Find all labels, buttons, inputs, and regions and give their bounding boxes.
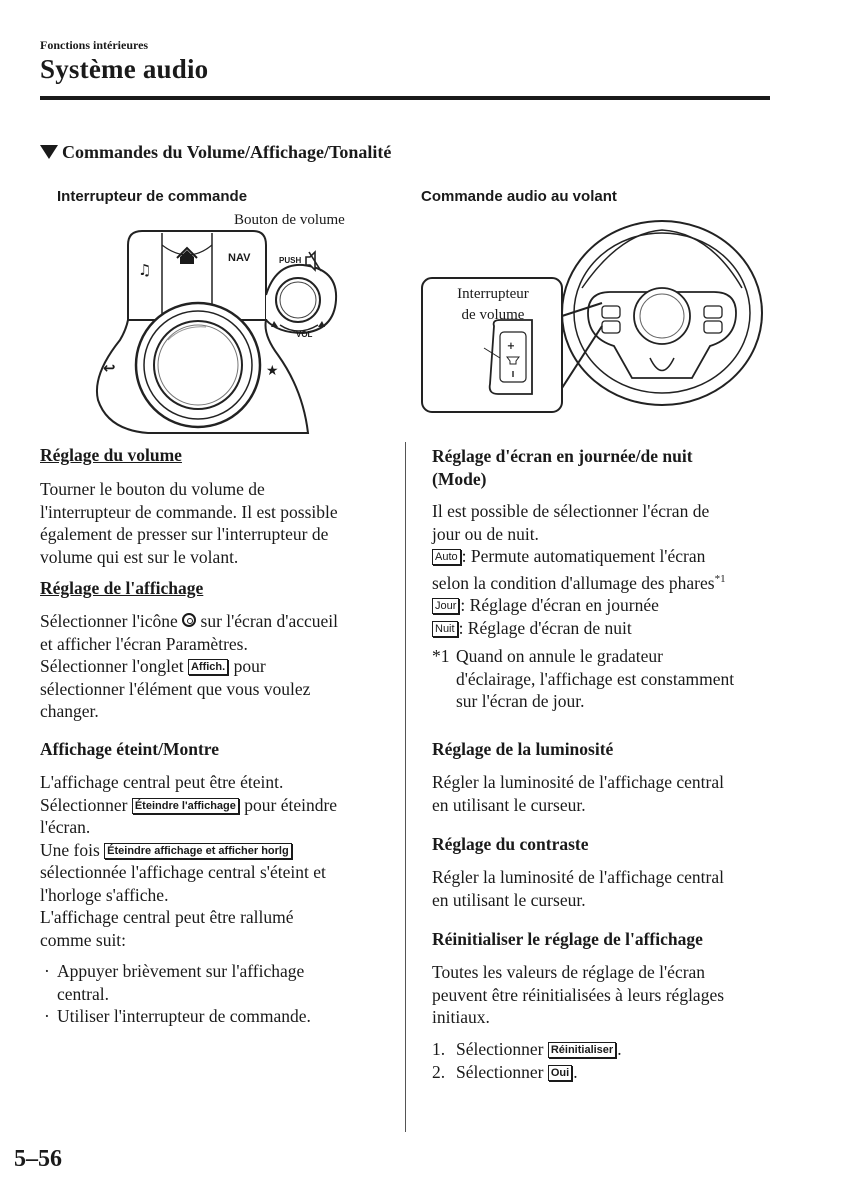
column-divider <box>405 442 406 1132</box>
softkey-reset: Réinitialiser <box>548 1042 616 1058</box>
heading-day-night: Réglage d'écran en journée/de nuit (Mode) <box>432 446 693 489</box>
heading-volume: Réglage du volume <box>40 445 182 465</box>
display-off-paragraph: L'affichage central peut être éteint. Sélectionner Éteindre l'affichage pour éteindre l'écran. Une fois Éteindre affichage et afficher horlg sélectionnée l'affichage central s'éteint et l'horloge s'affiche. L'affichage central peut être rallumé comme suit: <box>40 772 338 950</box>
softkey-oui: Oui <box>548 1065 572 1081</box>
softkey-affich: Affich. <box>188 659 228 675</box>
softkey-nuit: Nuit <box>432 621 458 637</box>
softkey-display-off: Éteindre l'affichage <box>132 798 239 814</box>
softkey-display-off-clock: Éteindre affichage et afficher horlg <box>104 843 292 859</box>
display-paragraph: Sélectionner l'icône sur l'écran d'accueil et afficher l'écran Paramètres. Sélectionner l'onglet Affich. pour sélectionner l'élément que vous voulez changer. <box>40 611 338 721</box>
list-item: 1. Sélectionner Réinitialiser . <box>432 1039 622 1059</box>
svg-text:★: ★ <box>266 363 279 379</box>
svg-text:♫: ♫ <box>138 261 152 279</box>
svg-text:↩: ↩ <box>103 359 116 377</box>
sub-heading: Commandes du Volume/Affichage/Tonalité <box>40 142 391 163</box>
heading-brightness: Réglage de la luminosité <box>432 739 614 759</box>
day-night-paragraph: Il est possible de sélectionner l'écran de jour ou de nuit. Auto : Permute automatiquement l'écran selon la condition d'allumage des phares$^{*1}$ Jour : Réglage d'écran en journée Nuit : Réglage d'écran de nuit <box>432 501 726 638</box>
vol-label: VOL <box>296 330 313 339</box>
heading-contrast: Réglage du contraste <box>432 834 589 854</box>
brightness-paragraph: Régler la luminosité de l'affichage central en utilisant le curseur. <box>432 772 724 815</box>
footnote: *1 Quand on annule le gradateur d'éclairage, l'affichage est constamment sur l'écran de jour. <box>432 646 735 711</box>
figure-caption-commander: Interrupteur de commande <box>57 188 248 205</box>
reset-steps <box>432 1038 812 1083</box>
reset-paragraph: Toutes les valeurs de réglage de l'écran peuvent être réinitialisées à leurs réglages initiaux. <box>432 962 725 1027</box>
page-title: Système audio <box>40 54 209 84</box>
section-label: Fonctions intérieures <box>40 38 149 52</box>
figure-caption-steering: Commande audio au volant <box>421 188 617 205</box>
triangle-down-icon <box>40 145 58 159</box>
bullet-list: · Appuyer brièvement sur l'affichage central. · Utiliser l'interrupteur de commande. <box>44 960 399 1028</box>
heading-display-off: Affichage éteint/Montre <box>40 739 219 759</box>
push-label: PUSH <box>279 256 302 265</box>
volume-paragraph: Tourner le bouton du volume de l'interrupteur de commande. Il est possible également de presser sur l'interrupteur de volume qui est sur le volant. <box>40 479 338 567</box>
nav-button-label: NAV <box>228 252 251 264</box>
list-item: · Utiliser l'interrupteur de commande. <box>44 1006 311 1026</box>
list-item: 2. Sélectionner Oui . <box>432 1061 578 1082</box>
figure-label-volume-knob: Bouton de volume <box>234 212 345 228</box>
heading-reset: Réinitialiser le réglage de l'affichage <box>432 929 703 949</box>
heading-display: Réglage de l'affichage <box>40 578 204 598</box>
contrast-paragraph: Régler la luminosité de l'affichage central en utilisant le curseur. <box>432 867 724 910</box>
softkey-jour: Jour <box>432 598 459 614</box>
settings-gear-icon <box>182 613 196 627</box>
page-number: 5–56 <box>14 1146 62 1172</box>
svg-text:+: + <box>506 341 517 350</box>
list-item: · Appuyer brièvement sur l'affichage <box>44 961 305 981</box>
commander-switch-illustration <box>88 225 358 435</box>
figure-label-volume-switch: Interrupteur de volume <box>457 286 529 323</box>
title-rule <box>40 96 770 100</box>
softkey-auto: Auto <box>432 549 461 565</box>
